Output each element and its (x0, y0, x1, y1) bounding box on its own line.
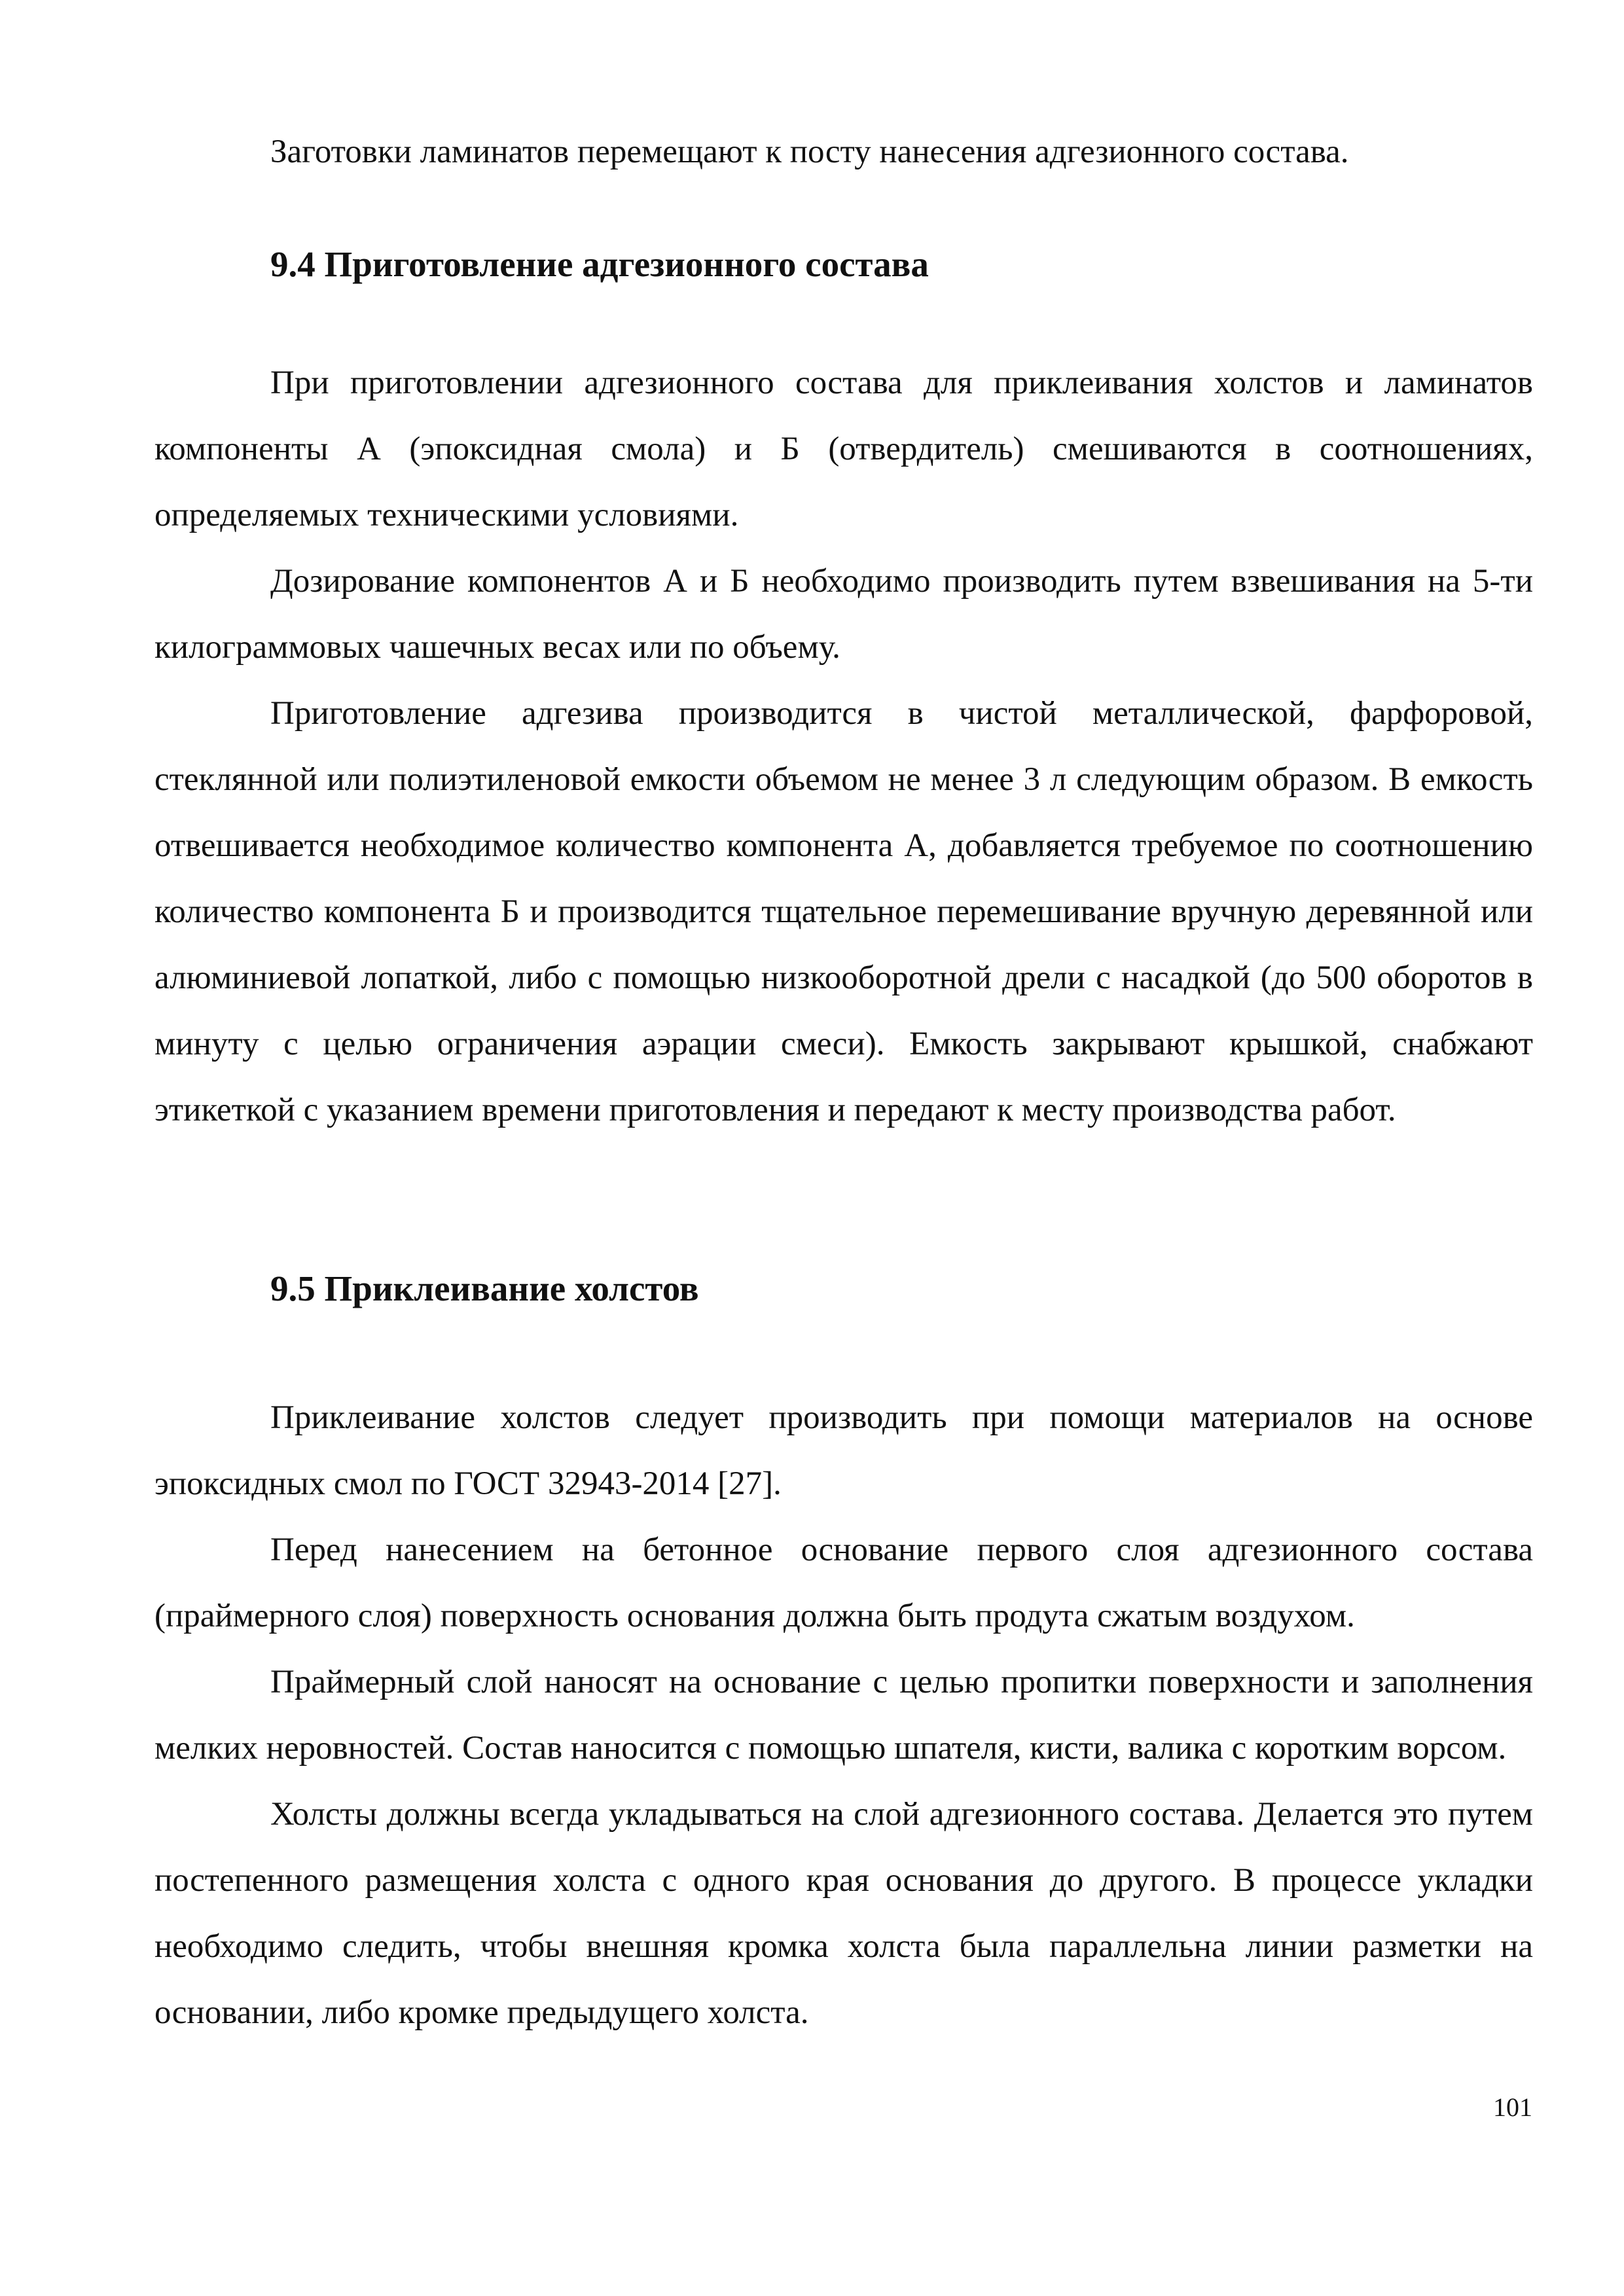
spacer (154, 1143, 1533, 1255)
section-heading-9-5: 9.5 Приклеивание холстов (270, 1268, 699, 1308)
paragraph: Приготовление адгезива производится в чистой металлической, фарфоровой, стеклянной или полиэтиленовой емкости объемом не менее 3 л следующим образом. В емкость отвешивается необходимое количество компонента А, добавляется требуемое по соотношению количество компонента Б и производится тщательное перемешивание вручную деревянной или алюминиевой лопаткой, либо с помощью низкооборотной дрели с насадкой (до 500 оборотов в минуту с целью ограничения аэрации смеси). Емкость закрывают крышкой, снабжают этикеткой с указанием времени приготовления и передают к месту производства работ. (154, 695, 1533, 1128)
paragraph: Праймерный слой наносят на основание с целью пропитки поверхности и заполнения мелких неровностей. Состав наносится с помощью шпателя, кисти, валика с коротким ворсом. (154, 1664, 1533, 1767)
paragraph: Приклеивание холстов следует производить при помощи материалов на основе эпоксидных смол по ГОСТ 32943-2014 [27]. (154, 1399, 1533, 1502)
intro-paragraph: Заготовки ламинатов перемещают к посту нанесения адгезионного состава. (270, 134, 1349, 170)
page-content (154, 119, 1533, 2046)
paragraph: Перед нанесением на бетонное основание первого слоя адгезионного состава (праймерного слоя) поверхность основания должна быть продута сжатым воздухом. (154, 1532, 1533, 1634)
spacer (154, 297, 1533, 350)
spacer (154, 1321, 1533, 1385)
paragraph: Холсты должны всегда укладываться на слой адгезионного состава. Делается это путем постепенного размещения холста с одного края основания до другого. В процессе укладки необходимо следить, чтобы внешняя кромка холста была параллельна линии разметки на основании, либо кромке предыдущего холста. (154, 1796, 1533, 2031)
spacer (154, 185, 1533, 231)
page-number: 101 (1493, 2092, 1532, 2122)
paragraph: Дозирование компонентов А и Б необходимо производить путем взвешивания на 5-ти килограммовых чашечных весах или по объему. (154, 563, 1533, 666)
paragraph: При приготовлении адгезионного состава для приклеивания холстов и ламинатов компоненты А (эпоксидная смола) и Б (отвердитель) смешиваются в соотношениях, определяемых техническими условиями. (154, 365, 1533, 533)
section-heading-9-4: 9.4 Приготовление адгезионного состава (270, 244, 929, 284)
